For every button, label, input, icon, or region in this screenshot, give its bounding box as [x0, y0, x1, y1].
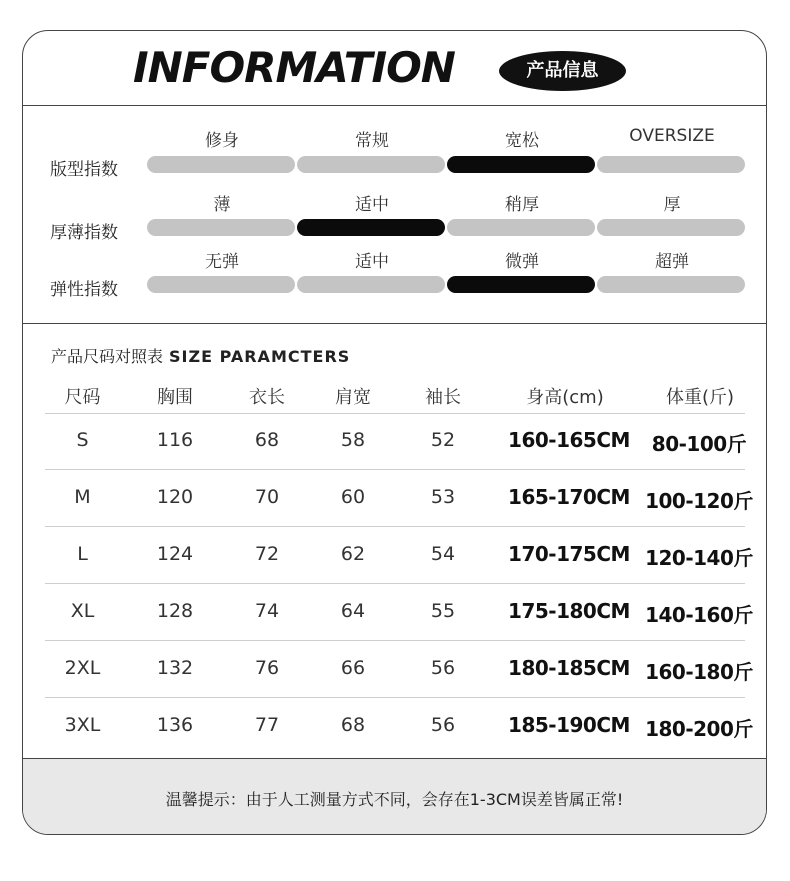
- index-label: 厚薄指数: [50, 223, 118, 243]
- cell-length: 68: [254, 429, 280, 451]
- index-option: 厚: [663, 195, 681, 215]
- cell-size: 3XL: [64, 714, 101, 736]
- cell-sleeve: 56: [430, 657, 456, 679]
- cell-height: 170-175CM: [508, 542, 630, 566]
- index-bar: [447, 219, 595, 236]
- index-bar: [597, 276, 745, 293]
- index-option: 宽松: [505, 131, 539, 151]
- cell-height: 160-165CM: [508, 428, 630, 452]
- table-row: [45, 470, 753, 527]
- cell-sleeve: 52: [430, 429, 456, 451]
- cell-shoulder: 60: [340, 486, 366, 508]
- cell-length: 74: [254, 600, 280, 622]
- cell-chest: 128: [156, 600, 194, 622]
- index-bar: [147, 219, 295, 236]
- cell-weight: 100-120斤: [645, 489, 753, 513]
- size-table-title: [51, 344, 350, 367]
- table-row: [45, 584, 753, 641]
- index-option: 薄: [213, 195, 231, 215]
- cell-weight: 180-200斤: [645, 717, 753, 741]
- index-option: 微弹: [505, 252, 539, 272]
- cell-height: 180-185CM: [508, 656, 630, 680]
- cell-weight: 140-160斤: [645, 603, 753, 627]
- table-row: [45, 527, 753, 584]
- cell-length: 76: [254, 657, 280, 679]
- footer-tip: 温馨提示：由于人工测量方式不同，会存在1-3CM误差皆属正常!: [165, 790, 624, 809]
- header-size: 尺码: [64, 387, 101, 408]
- header-sleeve: 袖长: [425, 387, 461, 408]
- cell-size: XL: [70, 600, 95, 622]
- cell-weight: 80-100斤: [651, 432, 747, 456]
- index-label: 版型指数: [50, 160, 118, 180]
- index-label: 弹性指数: [50, 280, 118, 300]
- cell-size: 2XL: [64, 657, 101, 679]
- index-bar: [297, 156, 445, 173]
- cell-length: 77: [254, 714, 280, 736]
- index-option: OVERSIZE: [629, 126, 715, 146]
- cell-chest: 116: [156, 429, 194, 451]
- cell-chest: 136: [156, 714, 194, 736]
- cell-shoulder: 64: [340, 600, 366, 622]
- table-row: [45, 641, 753, 698]
- header-height: 身高(cm): [526, 387, 604, 408]
- cell-chest: 120: [156, 486, 194, 508]
- cell-shoulder: 68: [340, 714, 366, 736]
- cell-size: M: [74, 486, 91, 508]
- cell-sleeve: 56: [430, 714, 456, 736]
- index-bar: [147, 276, 295, 293]
- cell-length: 72: [254, 543, 280, 565]
- index-option: 修身: [205, 131, 239, 151]
- cell-height: 165-170CM: [508, 485, 630, 509]
- header-shoulder: 肩宽: [335, 387, 371, 408]
- cell-weight: 120-140斤: [645, 546, 753, 570]
- index-option: 无弹: [205, 252, 239, 272]
- index-bar: [597, 219, 745, 236]
- cell-weight: 160-180斤: [645, 660, 753, 684]
- table-header: [45, 379, 745, 414]
- cell-height: 185-190CM: [508, 713, 630, 737]
- index-option: 超弹: [655, 252, 689, 272]
- cell-chest: 132: [156, 657, 194, 679]
- footer: [23, 758, 766, 835]
- header: [23, 31, 766, 106]
- index-bar: [147, 156, 295, 173]
- index-option: 适中: [355, 252, 389, 272]
- indices-section: [23, 106, 766, 324]
- index-option: 常规: [355, 131, 389, 151]
- index-bar: [597, 156, 745, 173]
- index-bar-active: [447, 276, 595, 293]
- title-badge: 产品信息: [499, 51, 626, 91]
- cell-size: L: [77, 543, 88, 565]
- cell-size: S: [76, 429, 89, 451]
- index-bar: [297, 276, 445, 293]
- cell-shoulder: 58: [340, 429, 366, 451]
- cell-shoulder: 62: [340, 543, 366, 565]
- cell-sleeve: 55: [430, 600, 456, 622]
- header-length: 衣长: [249, 387, 285, 408]
- index-bar-active: [447, 156, 595, 173]
- index-option: 稍厚: [505, 195, 539, 215]
- cell-sleeve: 54: [430, 543, 456, 565]
- cell-chest: 124: [156, 543, 194, 565]
- info-card: [22, 30, 767, 835]
- header-weight: 体重(斤): [665, 387, 735, 408]
- cell-height: 175-180CM: [508, 599, 630, 623]
- index-bar-active: [297, 219, 445, 236]
- size-title-cn: 产品尺码对照表: [51, 347, 164, 366]
- header-chest: 胸围: [157, 387, 193, 408]
- page-title: INFORMATION: [133, 43, 455, 92]
- table-row: [45, 413, 745, 470]
- size-title-en: SIZE PARAMCTERS: [169, 347, 351, 366]
- cell-shoulder: 66: [340, 657, 366, 679]
- cell-length: 70: [254, 486, 280, 508]
- table-row: [45, 698, 753, 754]
- cell-sleeve: 53: [430, 486, 456, 508]
- index-option: 适中: [355, 195, 389, 215]
